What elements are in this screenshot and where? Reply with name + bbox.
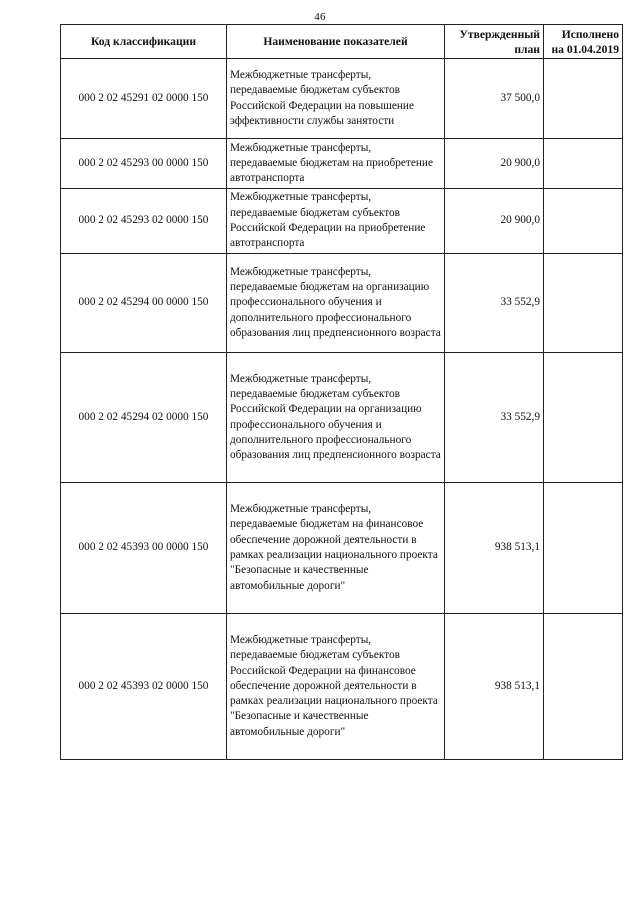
row-code: 000 2 02 45393 00 0000 150 (61, 483, 227, 614)
row-plan: 20 900,0 (445, 189, 544, 254)
row-code: 000 2 02 45291 02 0000 150 (61, 59, 227, 139)
row-name: Межбюджетные трансферты, передаваемые бюджетам на организацию профессионального обучения и дополнительного профессионального образования лиц предпенсионного возраста (227, 254, 445, 353)
table-row (61, 254, 623, 353)
table-row (61, 353, 623, 483)
row-code: 000 2 02 45294 02 0000 150 (61, 353, 227, 483)
row-done (544, 189, 623, 254)
row-plan: 33 552,9 (445, 353, 544, 483)
row-name: Межбюджетные трансферты, передаваемые бюджетам на финансовое обеспечение дорожной деятельности в рамках реализации национального проекта "Безопасные и качественные автомобильные дороги" (227, 483, 445, 614)
header-plan-line2: план (514, 42, 540, 56)
table-header-row (61, 25, 623, 59)
header-done (544, 25, 623, 59)
row-done (544, 59, 623, 139)
header-plan-line1: Утвержденный (459, 27, 540, 41)
row-name: Межбюджетные трансферты, передаваемые бюджетам субъектов Российской Федерации на приобретение автотранспорта (227, 189, 445, 254)
table-row (61, 59, 623, 139)
row-plan: 938 513,1 (445, 614, 544, 760)
header-plan (445, 25, 544, 59)
table-row (61, 139, 623, 189)
row-done (544, 139, 623, 189)
row-done (544, 254, 623, 353)
row-code: 000 2 02 45393 02 0000 150 (61, 614, 227, 760)
row-plan: 33 552,9 (445, 254, 544, 353)
page-number: 46 (314, 11, 326, 23)
row-done (544, 614, 623, 760)
header-name: Наименование показателей (227, 25, 445, 59)
table-row (61, 614, 623, 760)
header-code: Код классификации (61, 25, 227, 59)
row-plan: 37 500,0 (445, 59, 544, 139)
row-name: Межбюджетные трансферты, передаваемые бюджетам на приобретение автотранспорта (227, 139, 445, 189)
row-name: Межбюджетные трансферты, передаваемые бюджетам субъектов Российской Федерации на повышение эффективности службы занятости (227, 59, 445, 139)
header-done-line2: на 01.04.2019 (551, 42, 619, 56)
header-done-line1: Исполнено (561, 27, 619, 41)
row-code: 000 2 02 45293 00 0000 150 (61, 139, 227, 189)
row-name: Межбюджетные трансферты, передаваемые бюджетам субъектов Российской Федерации на организацию профессионального обучения и дополнительного профессионального образования лиц предпенсионного возраста (227, 353, 445, 483)
row-code: 000 2 02 45294 00 0000 150 (61, 254, 227, 353)
budget-table (60, 24, 623, 760)
row-code: 000 2 02 45293 02 0000 150 (61, 189, 227, 254)
table-row (61, 189, 623, 254)
row-done (544, 483, 623, 614)
row-plan: 938 513,1 (445, 483, 544, 614)
row-plan: 20 900,0 (445, 139, 544, 189)
row-done (544, 353, 623, 483)
row-name: Межбюджетные трансферты, передаваемые бюджетам субъектов Российской Федерации на финансовое обеспечение дорожной деятельности в рамках реализации национального проекта "Безопасные и качественные автомобильные дороги" (227, 614, 445, 760)
table-row (61, 483, 623, 614)
